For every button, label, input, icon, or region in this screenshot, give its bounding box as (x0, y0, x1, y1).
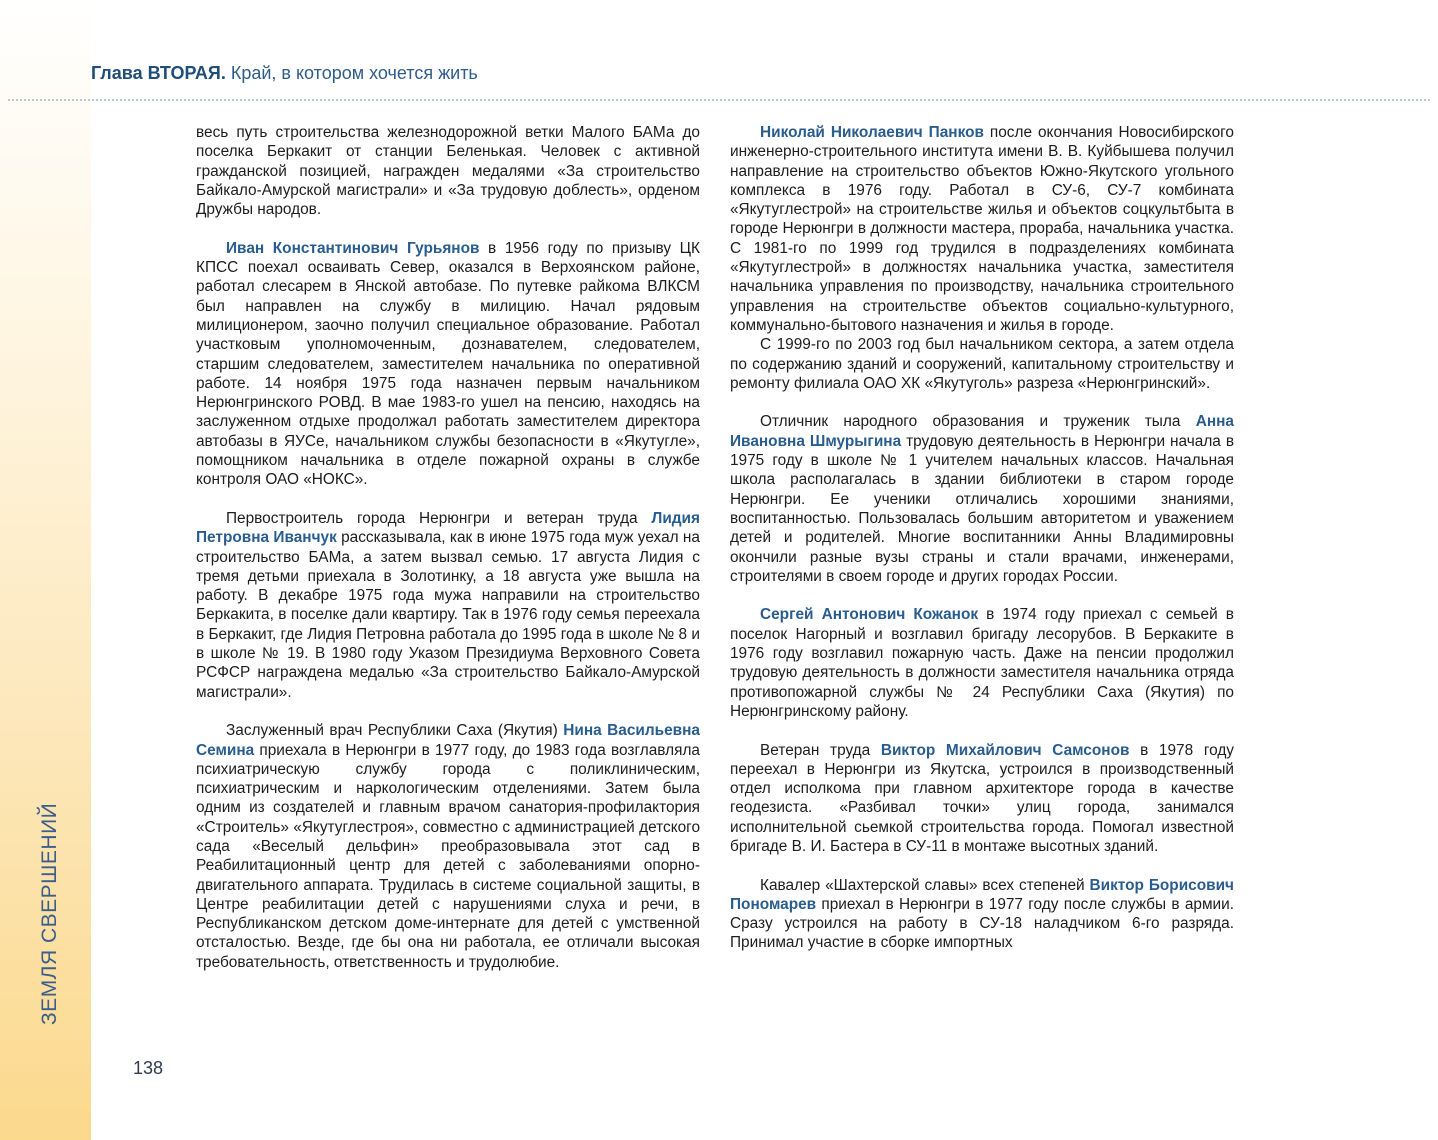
paragraph-text: рассказывала, как в июне 1975 года муж уехал на строительство БАМа, а затем вызвал семью. 17 августа Лидия с тремя детьми приехала в Золотинку, а 18 августа уже вышла на работу. В декабре 1975 года мужа направили на строительство Беркакита, в поселке дали квартиру. Так в 1976 году семья переехала в Беркакит, где Лидия Петровна работала до 1995 года в школе № 8 и в школе № 19. В 1980 году Указом Президиума Верховного Совета РСФСР награждена медалью «За строительство Байкало-Амурской магистрали». (196, 529, 700, 701)
paragraph: весь путь строительства железнодорожной ветки Малого БАМа до поселка Беркакит от станции Беленькая. Человек с активной гражданской позицией, награжден медалями «За строительство Байкало-Амурской магистрали» и «За трудовую доблесть», орденом Дружбы народов. (196, 124, 700, 219)
sidebar-band (0, 0, 91, 1140)
paragraph (730, 412, 1234, 586)
person-name: Виктор Михайлович Самсонов (880, 741, 1130, 759)
person-name: Нина Васильевна Семина (196, 722, 700, 759)
paragraph (730, 605, 1234, 721)
paragraph-text: после окончания Новосибирского инженерно-строительного института имени В. В. Куйбышева получил направление на строительство объектов Южно-Якутского угольного комплекса в 1976 году. Работал в СУ-6, СУ-7 комбината «Якутуглестрой» на строительстве жилья и объектов соцкультбыта в городе Нерюнгри в должности мастера, прораба, начальника участка. С 1981-го по 1999 год трудился в подразделениях комбината «Якутуглестрой» в должностях начальника участка, заместителя начальника управления по производству, начальника строительного управления на строительстве объектов социально-культурного, коммунально-бытового назначения и жилья в городе. (730, 124, 1234, 334)
right-column (730, 123, 1234, 972)
person-name: Иван Константинович Гурьянов (226, 239, 480, 257)
paragraph (196, 509, 700, 702)
paragraph (730, 123, 1234, 335)
person-name: Сергей Антонович Кожанок (760, 606, 979, 624)
paragraph-lead: Заслуженный врач Республики Саха (Якутия) (226, 722, 564, 740)
paragraph-lead: Первостроитель города Нерюнгри и ветеран труда (226, 509, 652, 527)
paragraph-lead: Ветеран труда (760, 741, 881, 759)
paragraph-text: приехала в Нерюнгри в 1977 году, до 1983 года возглавляла психиатрическую службу города с поликлиническим, психиатрическим и наркологическим отделениями. Затем была одним из создателей и главным врачом санатория-профилактория «Строитель» «Якутуглестроя», совместно с администрацией детского сада «Веселый дельфин» преобразовывала этот сад в Реабилитационный центр для детей с заболеваниями опорно-двигательного аппарата. Трудилась в системе социальной защиты, в Центре реабилитации детей с нарушениями слуха и речи, в Республиканском детском доме-интернате для детей с умственной отсталостью. Везде, где бы она ни работала, ее отличали высокая требовательность, ответственность и трудолюбие. (196, 741, 700, 971)
running-header (91, 63, 478, 84)
paragraph (196, 721, 700, 972)
paragraph (730, 876, 1234, 953)
chapter-label: Глава ВТОРАЯ. (91, 63, 226, 83)
person-name: Анна Ивановна Шмурыгина (730, 413, 1234, 450)
paragraph (196, 239, 700, 490)
paragraph-lead: Отличник народного образования и труженик тыла (760, 413, 1196, 431)
paragraph-text: в 1978 году переехал в Нерюнгри из Якутска, устроился в производственный отдел исполкома при главном архитекторе города в качестве геодезиста. «Разбивал точки» улиц города, занимался исполнительной сьемкой строительства города. Помогал известной бригаде В. И. Бастера в СУ-11 в монтаже высотных зданий. (730, 741, 1234, 855)
header-divider (8, 99, 1430, 101)
left-column (196, 123, 700, 991)
person-name: Лидия Петровна Иванчук (196, 509, 700, 547)
paragraph (730, 741, 1234, 857)
page-number: 138 (133, 1058, 164, 1078)
vertical-book-title: ЗЕМЛЯ СВЕРШЕНИЙ (38, 802, 61, 1025)
paragraph-text: приехал в Нерюнгри в 1977 году после службы в армии. Сразу устроился на работу в СУ-18 наладчиком 6-го разряда. Принимал участие в сборке импортных (730, 895, 1234, 952)
paragraph-lead: Кавалер «Шахтерской славы» всех степеней (760, 876, 1090, 894)
chapter-subtitle: Край, в котором хочется жить (225, 63, 478, 83)
paragraph-text: в 1956 году по призыву ЦК КПСС поехал осваивать Север, оказался в Верхоянском районе, работал слесарем в Янской автобазе. По путевке райкома ВЛКСМ был направлен на службу в милицию. Начал рядовым милиционером, заочно получил специальное образование. Работал участковым уполномоченным, дознавателем, следователем, старшим следователем, заместителем начальника по оперативной работе. 14 ноября 1975 года назначен первым начальником Нерюнгринского РОВД. В мае 1983-го ушел на пенсию, находясь на заслуженном отдыхе продолжал работать заместителем директора автобазы в ЯУСе, начальником службы безопасности в «Якутугле», помощником начальника в отделе пожарной охраны в службе контроля ОАО «НОКС». (196, 239, 700, 489)
paragraph: С 1999-го по 2003 год был начальником сектора, а затем отдела по содержанию зданий и сооружений, капитальному строительству и ремонту филиала ОАО ХК «Якутуголь» разреза «Нерюнгринский». (730, 336, 1234, 392)
person-name: Виктор Борисович Пономарев (730, 876, 1234, 913)
person-name: Николай Николаевич Панков (760, 124, 984, 141)
paragraph-text: трудовую деятельность в Нерюнгри начала в 1975 году в школе № 1 учителем начальных классов. Начальная школа располагалась в здании библиотеки в старом городе Нерюнгри. Ее ученики отличались хорошими знаниями, воспитанностью. Пользовалась большим авторитетом и уважением детей и родителей. Многие воспитанники Анны Владимировны окончили разные вузы страны и стали врачами, инженерами, строителями в своем городе и других городах России. (730, 432, 1235, 585)
paragraph-text: в 1974 году приехал с семьей в поселок Нагорный и возглавил бригаду лесорубов. В Беркаките в 1976 году возглавил пожарную часть. Даже на пенсии продолжил трудовую деятельность в должности заместителя начальника отряда противопожарной службы № 24 Республики Саха (Якутия) по Нерюнгринскому району. (730, 606, 1234, 720)
